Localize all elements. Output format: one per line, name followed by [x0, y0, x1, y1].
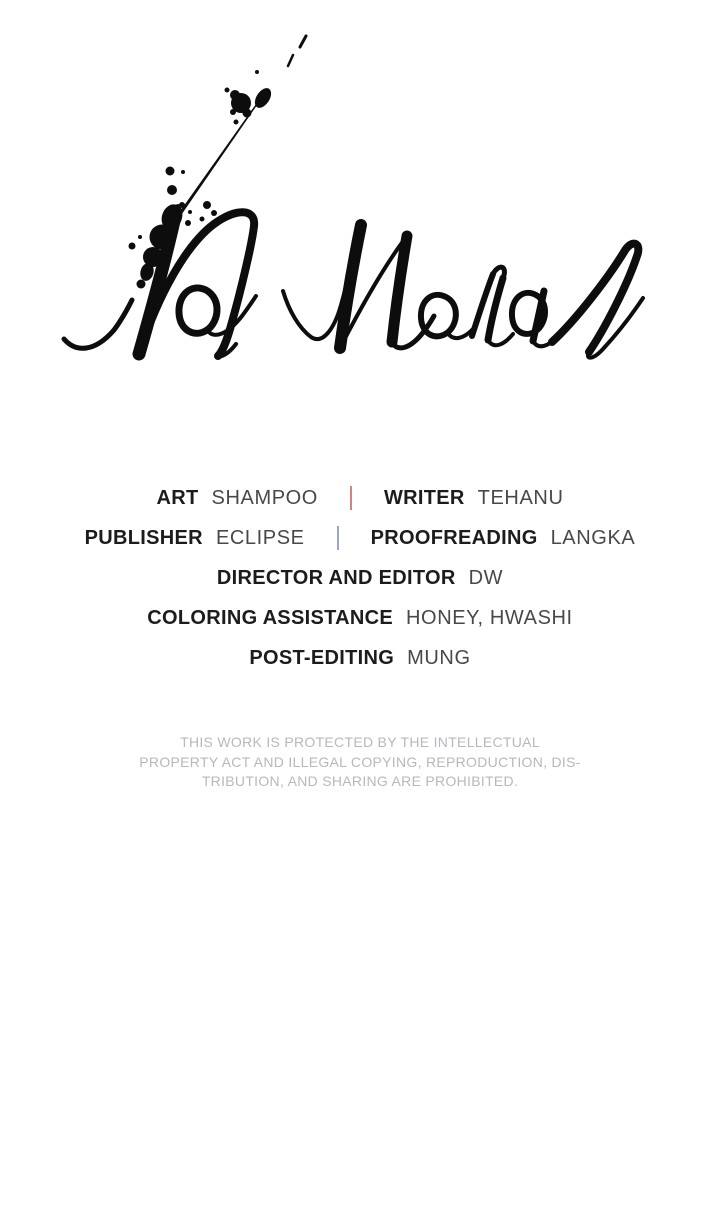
credit-label-postediting: POST-EDITING: [249, 646, 395, 669]
disclaimer-line-2: PROPERTY ACT AND ILLEGAL COPYING, REPRODUCTION, DIS-: [139, 753, 581, 770]
title-block: [0, 0, 720, 470]
credit-value-writer: TEHANU: [477, 486, 564, 509]
copyright-disclaimer: [0, 733, 720, 792]
credit-value-director: DW: [468, 566, 504, 589]
credit-row-postediting: [249, 646, 470, 670]
credit-row-publisher-proofreading: [85, 526, 636, 550]
credit-label-art: ART: [156, 486, 199, 509]
divider-red: [350, 486, 352, 510]
credit-label-director: DIRECTOR AND EDITOR: [216, 566, 456, 589]
title-calligraphy-svg: [0, 0, 720, 470]
credit-label-coloring: COLORING ASSISTANCE: [147, 606, 393, 629]
credit-row-coloring: [147, 606, 572, 630]
credit-value-proofreading: LANGKA: [550, 526, 636, 549]
credit-pair-director: [217, 567, 503, 590]
credit-label-publisher: PUBLISHER: [84, 526, 203, 549]
credit-label-writer: WRITER: [383, 486, 465, 509]
credit-value-postediting: MUNG: [407, 646, 471, 669]
credit-value-publisher: ECLIPSE: [215, 526, 305, 549]
credit-pair-publisher: [85, 527, 305, 550]
credit-pair-writer: [384, 487, 564, 510]
credit-value-coloring: HONEY, HWASHI: [406, 606, 573, 629]
credit-value-art: SHAMPOO: [211, 486, 318, 509]
credits-section: [0, 486, 720, 670]
ink-splatter-dashes: [288, 36, 306, 66]
disclaimer-line-3: TRIBUTION, AND SHARING ARE PROHIBITED.: [201, 773, 519, 789]
credit-row-director: [217, 566, 503, 590]
credit-pair-art: [157, 487, 318, 510]
divider-blue: [337, 526, 339, 550]
credit-row-art-writer: [157, 486, 564, 510]
credit-pair-postediting: [249, 647, 470, 670]
disclaimer-line-1: THIS WORK IS PROTECTED BY THE INTELLECTUAL: [180, 734, 540, 750]
credit-pair-coloring: [147, 607, 572, 630]
credit-pair-proofreading: [371, 527, 636, 550]
credit-label-proofreading: PROOFREADING: [370, 526, 538, 549]
